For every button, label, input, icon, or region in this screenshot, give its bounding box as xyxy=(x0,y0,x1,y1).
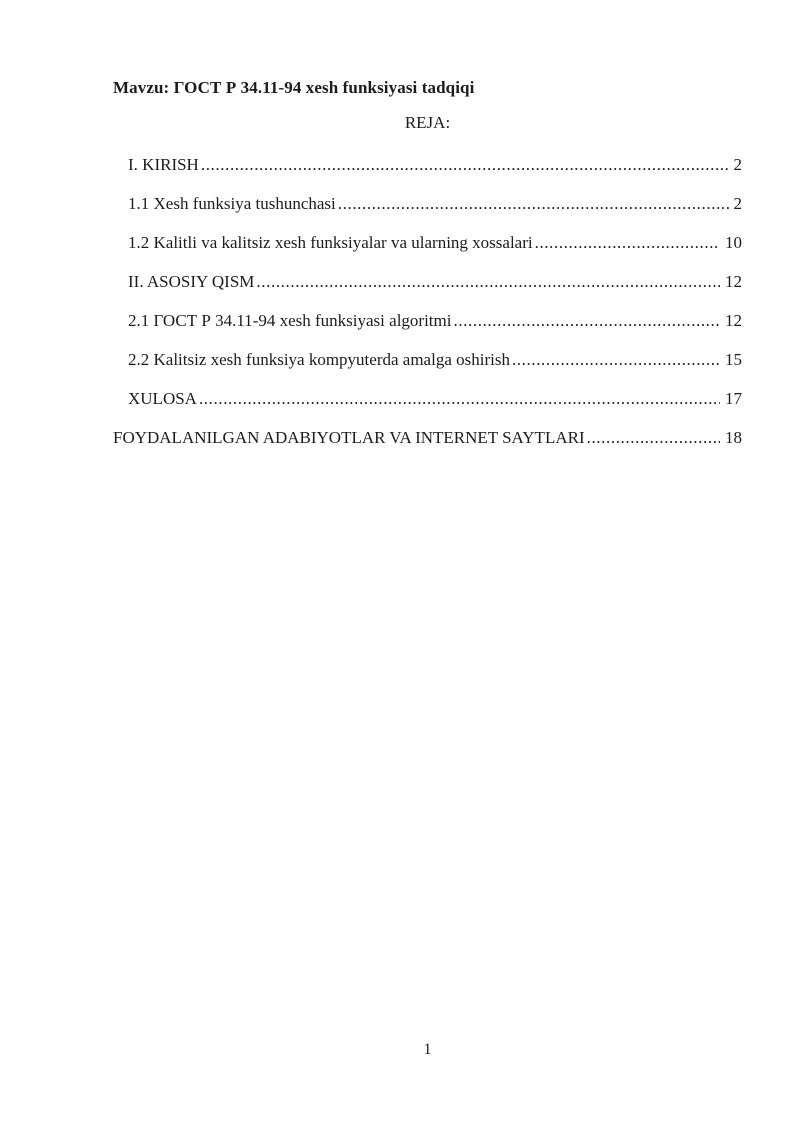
toc-entry-label: I. KIRISH xyxy=(128,155,199,174)
toc-entry-label: II. ASOSIY QISM xyxy=(128,272,255,291)
toc-entry-xulosa[interactable] xyxy=(113,389,742,408)
dot-leader xyxy=(451,311,720,330)
toc-entry-page-number: 18 xyxy=(725,428,742,447)
toc-entry-page-number: 17 xyxy=(725,389,742,408)
dot-leader xyxy=(197,389,720,408)
toc-entry-page-number: 12 xyxy=(725,272,742,291)
page-number-footer: 1 xyxy=(423,1041,432,1058)
toc-entry-1-1[interactable] xyxy=(113,194,742,213)
toc-entry-page-number: 15 xyxy=(725,350,742,369)
toc-entry-label: FOYDALANILGAN ADABIYOTLAR VA INTERNET SAYTLARI xyxy=(113,428,585,447)
toc-entry-kirish[interactable] xyxy=(113,155,742,174)
toc-entry-label: 2.2 Kalitsiz xesh funksiya kompyuterda amalga oshirish xyxy=(128,350,510,369)
dot-leader xyxy=(533,233,720,252)
plan-heading: REJA: xyxy=(404,113,451,132)
toc-entry-label: 2.1 ГОСТ Р 34.11-94 xesh funksiyasi algoritmi xyxy=(128,311,452,330)
toc-entry-label: 1.2 Kalitli va kalitsiz xesh funksiyalar va ularning xossalari xyxy=(128,233,533,252)
toc-entry-2-2[interactable] xyxy=(113,350,742,369)
dot-leader xyxy=(585,428,720,447)
toc-entry-asosiy-qism[interactable] xyxy=(113,272,742,291)
dot-leader xyxy=(510,350,720,369)
document-content xyxy=(113,0,742,467)
document-title: Mavzu: ГОСТ Р 34.11-94 xesh funksiyasi tadqiqi xyxy=(113,78,475,97)
dot-leader xyxy=(254,272,720,291)
toc-entry-page-number: 10 xyxy=(725,233,742,252)
toc-entry-page-number: 2 xyxy=(733,194,742,213)
toc-entry-page-number: 2 xyxy=(733,155,742,174)
toc-entry-label: XULOSA xyxy=(128,389,197,408)
dot-leader xyxy=(336,194,729,213)
toc-entry-1-2[interactable] xyxy=(113,233,742,252)
table-of-contents xyxy=(113,155,742,447)
toc-entry-2-1[interactable] xyxy=(113,311,742,330)
toc-entry-adabiyotlar[interactable] xyxy=(113,428,742,447)
toc-entry-page-number: 12 xyxy=(725,311,742,330)
dot-leader xyxy=(199,155,729,174)
toc-entry-label: 1.1 Xesh funksiya tushunchasi xyxy=(128,194,336,213)
